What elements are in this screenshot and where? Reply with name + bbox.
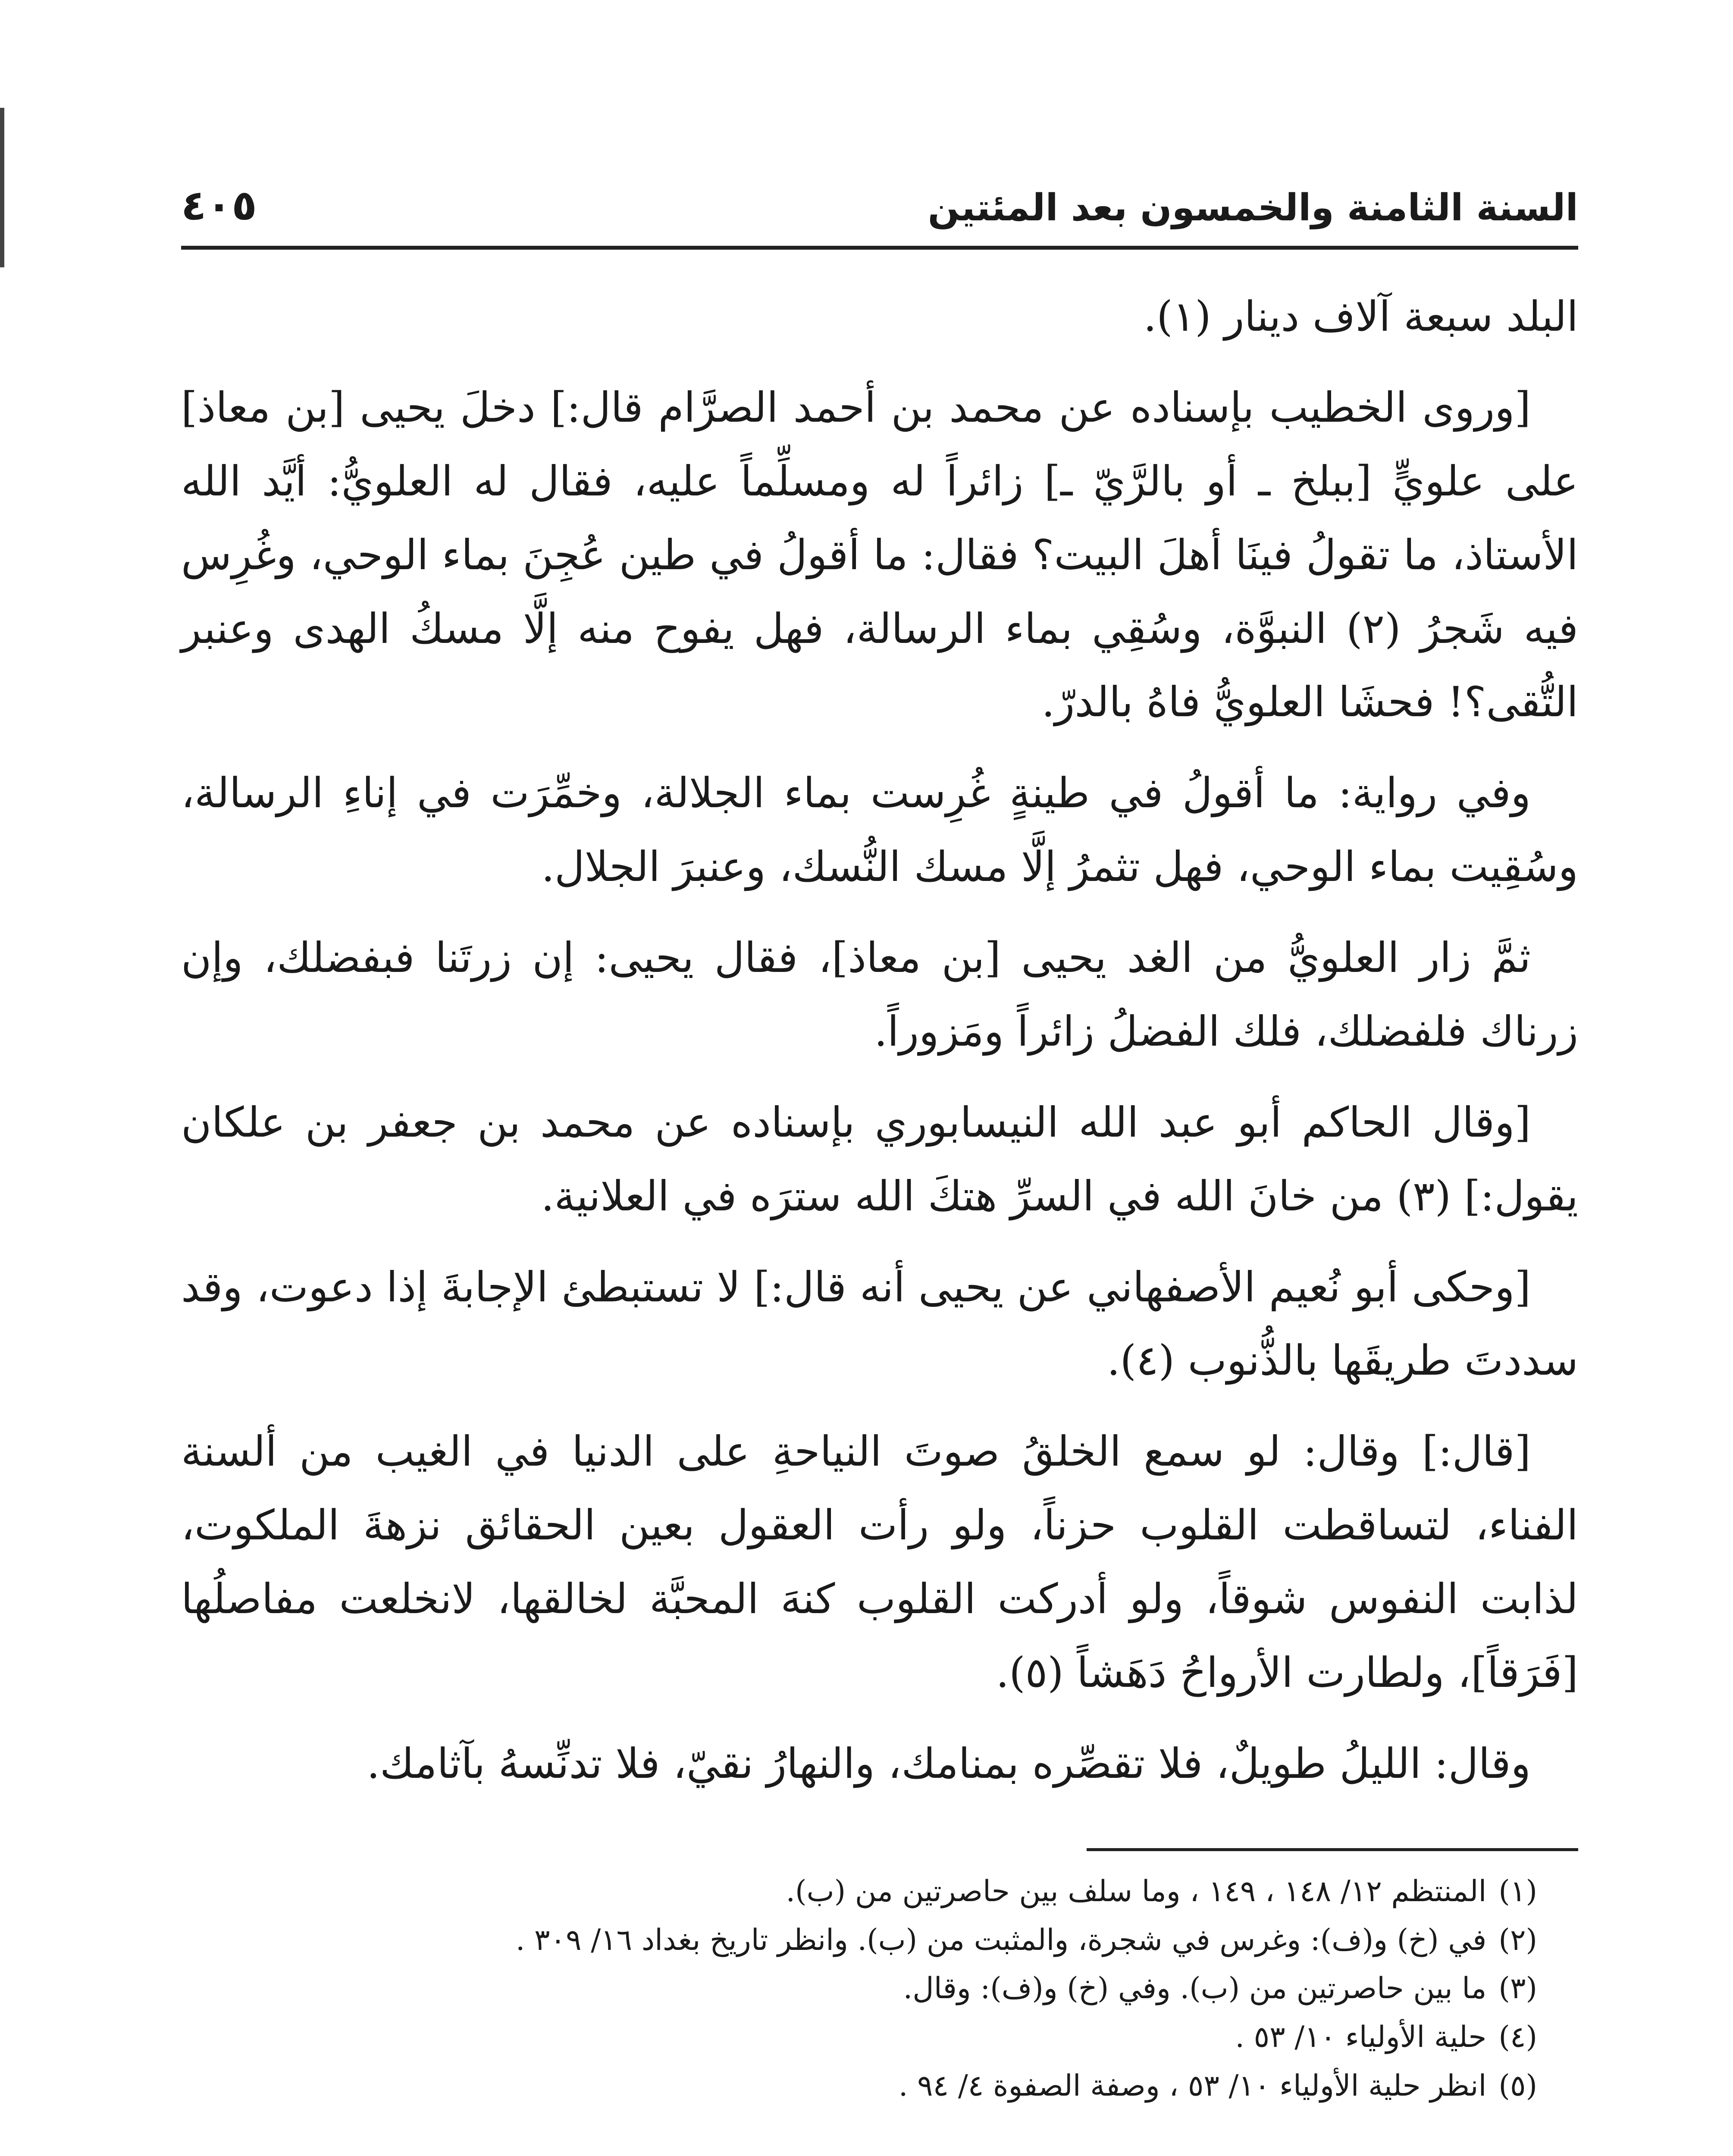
footnote <box>181 1916 1537 1965</box>
footnote <box>181 2062 1537 2111</box>
footnote-number: (٥) <box>1498 2069 1537 2103</box>
footnotes <box>181 1868 1578 2111</box>
footnote-separator <box>1087 1848 1578 1851</box>
footnote-text: المنتظم ١٢/ ١٤٨ ، ١٤٩ ، وما سلف بين حاصرتين من (ب). <box>786 1874 1487 1908</box>
running-title: السنة الثامنة والخمسون بعد المئتين <box>928 186 1578 229</box>
footnote-text: في (خ) و(ف): وغرس في شجرة، والمثبت من (ب). وانظر تاريخ بغداد ١٦/ ٣٠٩ . <box>515 1923 1487 1957</box>
paragraph: ثمَّ زار العلويُّ من الغد يحيى [بن معاذ]، فقال يحيى: إن زرتَنا فبفضلك، وإن زرناك فلفضلك، فلك الفضلُ زائراً ومَزوراً. <box>181 934 1578 1056</box>
paragraph: وفي رواية: ما أقولُ في طينةٍ غُرِست بماء الجلالة، وخمِّرَت في إناءِ الرسالة، وسُقِيت بماء الوحي، فهل تثمرُ إلَّا مسك النُّسك، وعنبرَ الجلال. <box>181 769 1578 891</box>
footnote <box>181 1965 1537 2013</box>
footnote-text: ما بين حاصرتين من (ب). وفي (خ) و(ف): وقال. <box>903 1971 1487 2006</box>
paragraph: البلد سبعة آلاف دينار (١). <box>1143 292 1578 341</box>
footnote-number: (١) <box>1498 1874 1537 1908</box>
footnote <box>181 1868 1537 1916</box>
paragraph: [وقال الحاكم أبو عبد الله النيسابوري بإسناده عن محمد بن جعفر بن علكان يقول:] (٣) من خانَ الله في السرِّ هتكَ الله سترَه في العلانية. <box>181 1098 1578 1220</box>
footnote-text: انظر حلية الأولياء ١٠/ ٥٣ ، وصفة الصفوة ٤/ ٩٤ . <box>898 2069 1487 2103</box>
body-text <box>181 280 1578 1801</box>
footnote-text: حلية الأولياء ١٠/ ٥٣ . <box>1235 2020 1487 2055</box>
paragraph: وقال: الليلُ طويلٌ، فلا تقصِّره بمنامك، والنهارُ نقيّ، فلا تدنِّسهُ بآثامك. <box>367 1739 1531 1788</box>
page-header <box>181 129 1578 250</box>
book-page <box>181 129 1578 2111</box>
paragraph: [وحكى أبو نُعيم الأصفهاني عن يحيى أنه قال:] لا تستبطئ الإجابةَ إذا دعوت، وقد سددتَ طريقَها بالذُّنوب (٤). <box>181 1263 1578 1385</box>
paragraph: [قال:] وقال: لو سمع الخلقُ صوتَ النياحةِ على الدنيا في الغيب من ألسنة الفناء، لتساقطت القلوب حزناً، ولو رأت العقول بعين الحقائق نزهةَ الملكوت، لذابت النفوس شوقاً، ولو أدركت القلوب كنهَ المحبَّة لخالقها، لانخلعت مفاصلُها [فَرَقاً]، ولطارت الأرواحُ دَهَشاً (٥). <box>181 1427 1579 1697</box>
footnote-number: (٢) <box>1498 1923 1537 1957</box>
scan-edge-mark <box>0 108 4 267</box>
footnote-number: (٤) <box>1498 2020 1537 2055</box>
paragraph: [وروى الخطيب بإسناده عن محمد بن أحمد الصرَّام قال:] دخلَ يحيى [بن معاذ] على علويٍّ [ببلخ ـ أو بالرَّيّ ـ] زائراً له ومسلِّماً عليه، فقال له العلويُّ: أيَّد الله الأستاذ، ما تقولُ فينَا أهلَ البيت؟ فقال: ما أقولُ في طين عُجِنَ بماء الوحي، وغُرِس فيه شَجرُ (٢) النبوَّة، وسُقِي بماء الرسالة، فهل يفوح منه إلَّا مسكُ الهدى وعنبر التُّقى؟! فحشَا العلويُّ فاهُ بالدرّ. <box>181 383 1579 727</box>
footnote <box>181 2013 1537 2062</box>
page-number: ٤٠٥ <box>181 181 257 229</box>
footnote-number: (٣) <box>1498 1971 1537 2006</box>
